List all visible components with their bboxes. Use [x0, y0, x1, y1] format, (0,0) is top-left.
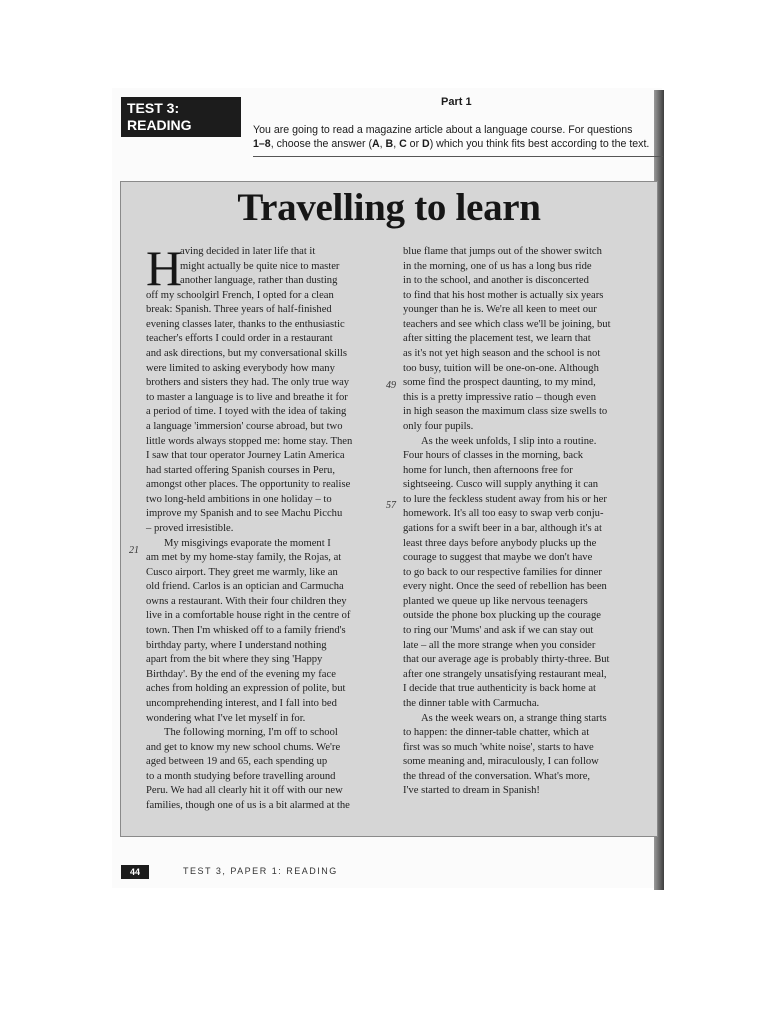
instructions-line1: You are going to read a magazine article about a language course. For questions: [253, 124, 633, 136]
article-line: were limited to asking everybody how many: [146, 362, 335, 374]
drop-cap: H: [146, 240, 183, 296]
article-line: to master a language is to live and breathe it for: [146, 391, 348, 403]
article-line: I decide that true authenticity is back home at: [403, 683, 596, 695]
article-line: and get to know my new school chums. We're: [146, 741, 341, 753]
article-line: least three days before anybody plucks up the: [403, 537, 597, 549]
article-line: homework. It's all too easy to swap verb conju-: [403, 508, 604, 520]
line-number-57: 57: [386, 500, 396, 511]
instructions-text: , choose the answer (: [270, 138, 372, 150]
article-line: to go back to our respective families for dinner: [403, 566, 602, 578]
article-line: every night. Once the seed of rebellion has been: [403, 581, 607, 593]
article-column-right: [403, 245, 643, 799]
article-line: late – all the more strange when you consider: [403, 639, 596, 651]
header-rule: [253, 156, 663, 157]
test-badge: [121, 97, 241, 137]
article-line: planted we queue up like nervous teenagers: [403, 595, 588, 607]
article-line: amongst other places. The opportunity to realise: [146, 479, 351, 491]
article-line: Cusco airport. They greet me warmly, like an: [146, 566, 338, 578]
option-c: C: [399, 138, 407, 150]
article-line: courage to suggest that maybe we don't have: [403, 552, 593, 564]
article-line: might actually be quite nice to master: [180, 260, 340, 272]
article-line: aving decided in later life that it: [180, 246, 316, 257]
test-badge-line2: READING: [127, 117, 192, 133]
article-line: a language 'immersion' course abroad, but two: [146, 420, 343, 432]
option-b: B: [385, 138, 394, 150]
article-line: to lure the feckless student away from his or her: [403, 493, 607, 505]
article-line: town. Then I'm whisked off to a family friend's: [146, 625, 346, 637]
line-number-49: 49: [386, 380, 396, 391]
article-line: live in a comfortable house right in the centre of: [146, 610, 351, 622]
article-line: The following morning, I'm off to school: [164, 727, 338, 739]
article-title: Travelling to learn: [237, 186, 541, 229]
article-line: a period of time. I toyed with the idea of taking: [146, 406, 347, 418]
article-line: Peru. We had all clearly hit it off with our new: [146, 785, 343, 797]
article-line: off my schoolgirl French, I opted for a clean: [146, 289, 334, 301]
article-line: owns a restaurant. With their four children they: [146, 595, 347, 607]
article-line: to find that his host mother is actually six years: [403, 289, 604, 301]
article-line: in to the school, and another is disconcerted: [403, 275, 589, 287]
article-line: aches from holding an expression of polite, but: [146, 683, 346, 695]
article-line: birthday party, where I understand nothing: [146, 639, 327, 651]
article-line: Birthday'. By the end of the evening my face: [146, 668, 336, 680]
article-line: old friend. Carlos is an optician and Carmucha: [146, 581, 344, 593]
article-line: to a month studying before travelling around: [146, 770, 336, 782]
article-line: home for lunch, then afternoons free for: [403, 464, 573, 476]
article-line: that our average age is probably thirty-three. But: [403, 654, 610, 666]
article-line: as it's not yet high season and the school is not: [403, 348, 601, 360]
article-line: the dinner table with Carmucha.: [403, 697, 540, 709]
article-line: had started offering Spanish courses in Peru,: [146, 464, 335, 476]
article-line: improve my Spanish and to see Machu Picchu: [146, 508, 343, 520]
article-line: in the morning, one of us has a long bus ride: [403, 260, 592, 272]
running-title: TEST 3, PAPER 1: READING: [183, 866, 338, 876]
instructions-text: ) which you think fits best according to the text.: [429, 138, 650, 150]
article-line: teachers and see which class we'll be joining, but: [403, 318, 611, 330]
article-line: brothers and sisters they had. The only true way: [146, 377, 350, 389]
article-line: families, though one of us is a bit alarmed at the: [146, 799, 350, 811]
article-line: As the week unfolds, I slip into a routine.: [421, 435, 597, 447]
article-line: too busy, tuition will be one-on-one. Although: [403, 362, 599, 374]
article-line: another language, rather than dusting: [180, 275, 338, 287]
article-line: teacher's efforts I could order in a restaurant: [146, 333, 333, 345]
article-line: first was so much 'white noise', starts to have: [403, 741, 594, 753]
article-line: My misgivings evaporate the moment I: [164, 537, 331, 549]
article-line: only four pupils.: [403, 420, 474, 432]
article-line: gations for a swift beer in a bar, although it's at: [403, 522, 602, 534]
article-line: uncomprehending interest, and I fall into bed: [146, 697, 337, 709]
article-line: I've started to dream in Spanish!: [403, 785, 540, 797]
article-line: in high season the maximum class size swells to: [403, 406, 608, 418]
instructions: [253, 123, 663, 151]
article-line: some find the prospect daunting, to my mind,: [403, 377, 596, 389]
article-line: evening classes later, thanks to the enthusiastic: [146, 318, 345, 330]
line-number-21: 21: [129, 545, 139, 556]
article-line: to happen: the dinner-table chatter, which at: [403, 727, 590, 739]
article-line: break: Spanish. Three years of half-finished: [146, 304, 332, 316]
article-line: aged between 19 and 65, each spending up: [146, 756, 328, 768]
article-line: after one strangely unsatisfying restaurant meal,: [403, 668, 607, 680]
page-number: 44: [121, 865, 149, 879]
article-line: am met by my home-stay family, the Rojas, at: [146, 552, 342, 564]
test-badge-line1: TEST 3:: [127, 100, 180, 116]
article-line: wondering what I've let myself in for.: [146, 712, 306, 724]
separator: or: [406, 138, 423, 150]
article-line: some meaning and, miraculously, I can follow: [403, 756, 599, 768]
article-line: sightseeing. Cusco will supply anything it can: [403, 479, 599, 491]
article-column-left: [146, 240, 386, 814]
article-line: little words always stopped me: home stay. Then: [146, 435, 353, 447]
article-line: apart from the bit where they sing 'Happy: [146, 654, 323, 666]
option-d: D: [422, 138, 430, 150]
article-line: blue flame that jumps out of the shower switch: [403, 246, 602, 257]
separator: ,: [379, 138, 386, 150]
part-label: Part 1: [441, 96, 472, 108]
article-line: and ask directions, but my conversational skills: [146, 348, 347, 360]
article-line: As the week wears on, a strange thing starts: [421, 712, 607, 724]
article-line: the thread of the conversation. What's more,: [403, 770, 591, 782]
article-line: this is a pretty impressive ratio – though even: [403, 391, 597, 403]
article-line: after sitting the placement test, we learn that: [403, 333, 591, 345]
option-a: A: [371, 138, 380, 150]
article-line: two long-held ambitions in one holiday – to: [146, 493, 332, 505]
instructions-line2: [253, 137, 663, 151]
question-range: 1–8: [253, 138, 271, 150]
article-line: I saw that tour operator Journey Latin America: [146, 450, 345, 462]
article-line: – proved irresistible.: [146, 522, 234, 534]
article-line: Four hours of classes in the morning, back: [403, 450, 584, 462]
article-line: to ring our 'Mums' and ask if we can stay out: [403, 625, 594, 637]
article-line: younger than he is. We're all keen to meet our: [403, 304, 597, 316]
separator: ,: [393, 138, 400, 150]
article-line: outside the phone box plucking up the courage: [403, 610, 601, 622]
